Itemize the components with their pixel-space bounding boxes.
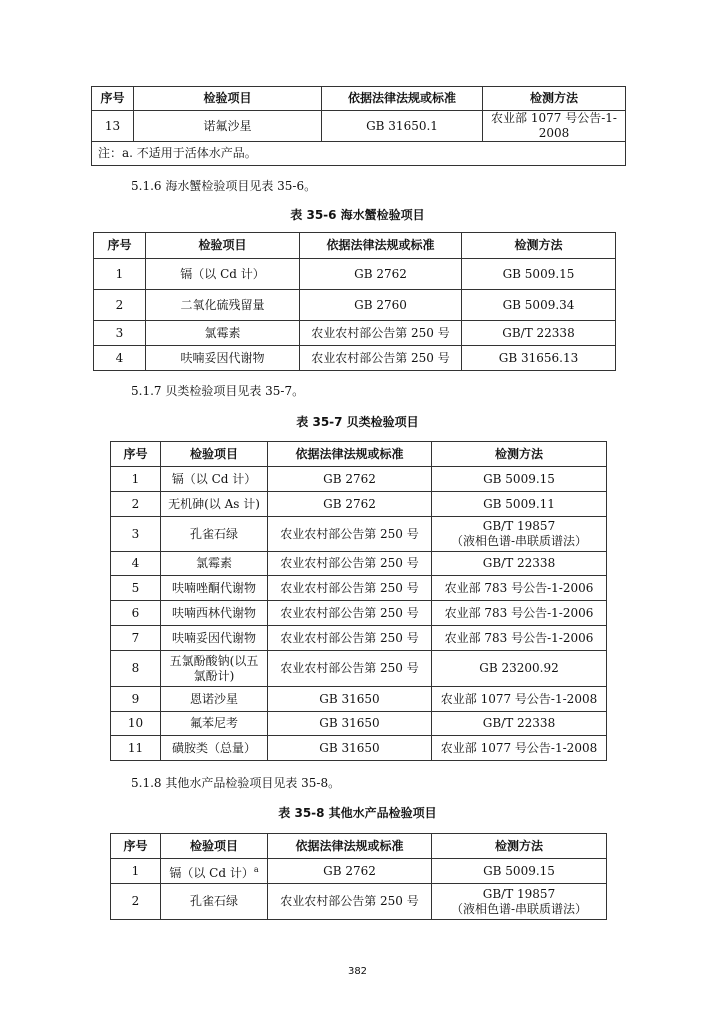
cell: 呋喃唑酮代谢物 [161, 576, 268, 601]
cell: 农业农村部公告第 250 号 [300, 321, 462, 346]
table-header-row [92, 87, 626, 111]
header-cell: 序号 [111, 834, 161, 859]
table-header-row [94, 233, 616, 259]
cell: GB/T 22338 [432, 712, 607, 736]
table-row [94, 290, 616, 321]
cell: GB 2762 [268, 492, 432, 517]
cell: 无机砷(以 As 计) [161, 492, 268, 517]
cell-line: （液相色谱-串联质谱法） [450, 901, 588, 916]
caption-table-35-6: 表 35-6 海水蟹检验项目 [290, 208, 425, 222]
cell: 2 [111, 884, 161, 920]
cell: 呋喃妥因代谢物 [161, 626, 268, 651]
header-cell: 检测方法 [483, 87, 626, 111]
cell: 农业部 783 号公告-1-2006 [432, 576, 607, 601]
table-row [94, 259, 616, 290]
cell: 农业部 1077 号公告-1-2008 [483, 111, 626, 142]
cell: 呋喃妥因代谢物 [146, 346, 300, 371]
header-cell: 序号 [111, 442, 161, 467]
cell: 2 [94, 290, 146, 321]
footnote-marker: a [253, 864, 259, 874]
header-cell: 依据法律法规或标准 [268, 834, 432, 859]
cell: GB 31650 [268, 712, 432, 736]
table-row [111, 712, 607, 736]
cell: 5 [111, 576, 161, 601]
cell: GB/T 22338 [462, 321, 616, 346]
cell: 农业农村部公告第 250 号 [268, 601, 432, 626]
cell: 孔雀石绿 [161, 517, 268, 552]
cell: 7 [111, 626, 161, 651]
cell-line: GB/T 19857 [482, 519, 556, 533]
header-cell: 检测方法 [462, 233, 616, 259]
page-number: 382 [347, 966, 368, 977]
cell: 农业农村部公告第 250 号 [268, 626, 432, 651]
cell: 农业部 1077 号公告-1-2008 [432, 736, 607, 761]
cell-line: （液相色谱-串联质谱法） [450, 534, 588, 548]
cell: 镉（以 Cd 计） [161, 467, 268, 492]
cell [161, 859, 268, 884]
cell: 农业农村部公告第 250 号 [268, 517, 432, 552]
cell: GB 2762 [300, 259, 462, 290]
table-note-row [92, 142, 626, 166]
cell [161, 651, 268, 687]
cell: 3 [111, 517, 161, 552]
cell: 氟苯尼考 [161, 712, 268, 736]
cell: GB 5009.11 [432, 492, 607, 517]
cell: GB 31650 [268, 687, 432, 712]
table-35-5-continuation [91, 86, 626, 166]
header-cell: 检验项目 [134, 87, 322, 111]
cell: 农业部 783 号公告-1-2006 [432, 601, 607, 626]
header-cell: 序号 [92, 87, 134, 111]
table-row [111, 467, 607, 492]
cell: 农业农村部公告第 250 号 [300, 346, 462, 371]
cell: 11 [111, 736, 161, 761]
cell: 二氧化硫残留量 [146, 290, 300, 321]
paragraph-5-1-8: 5.1.8 其他水产品检验项目见表 35-8。 [131, 776, 341, 790]
table-row [111, 687, 607, 712]
cell: GB 31656.13 [462, 346, 616, 371]
cell [432, 517, 607, 552]
cell-text: 镉（以 Cd 计） [169, 865, 254, 880]
table-row [111, 651, 607, 687]
table-row [111, 884, 607, 920]
cell [432, 884, 607, 920]
cell: 4 [111, 552, 161, 576]
table-row [111, 576, 607, 601]
table-row [111, 601, 607, 626]
cell-line: 五氯酚酸钠(以五 [169, 653, 259, 668]
header-cell: 检验项目 [161, 834, 268, 859]
header-cell: 检验项目 [146, 233, 300, 259]
cell: 2 [111, 492, 161, 517]
cell: 6 [111, 601, 161, 626]
cell: 1 [111, 859, 161, 884]
cell: GB/T 22338 [432, 552, 607, 576]
table-row [94, 321, 616, 346]
caption-table-35-7: 表 35-7 贝类检验项目 [296, 415, 419, 429]
cell: 1 [111, 467, 161, 492]
cell: 10 [111, 712, 161, 736]
cell: 1 [94, 259, 146, 290]
cell: GB 2760 [300, 290, 462, 321]
cell: GB 23200.92 [432, 651, 607, 687]
cell: 诺氟沙星 [134, 111, 322, 142]
table-row [111, 736, 607, 761]
cell: GB 2762 [268, 467, 432, 492]
cell: 农业农村部公告第 250 号 [268, 552, 432, 576]
header-cell: 检验项目 [161, 442, 268, 467]
table-row [94, 346, 616, 371]
table-35-6 [93, 232, 616, 371]
caption-table-35-8: 表 35-8 其他水产品检验项目 [278, 806, 437, 820]
cell: GB 5009.15 [432, 467, 607, 492]
cell: 13 [92, 111, 134, 142]
cell: GB 5009.15 [462, 259, 616, 290]
cell: 农业农村部公告第 250 号 [268, 884, 432, 920]
table-note: 注：a. 不适用于活体水产品。 [92, 142, 626, 166]
table-header-row [111, 442, 607, 467]
cell: 4 [94, 346, 146, 371]
cell: 农业农村部公告第 250 号 [268, 576, 432, 601]
table-35-7 [110, 441, 607, 761]
paragraph-5-1-7: 5.1.7 贝类检验项目见表 35-7。 [131, 384, 305, 398]
cell: 孔雀石绿 [161, 884, 268, 920]
table-header-row [111, 834, 607, 859]
table-row [92, 111, 626, 142]
table-row [111, 626, 607, 651]
table-35-8 [110, 833, 607, 920]
cell: 农业部 783 号公告-1-2006 [432, 626, 607, 651]
header-cell: 检测方法 [432, 442, 607, 467]
cell: 呋喃西林代谢物 [161, 601, 268, 626]
cell: GB 31650.1 [322, 111, 483, 142]
cell: 镉（以 Cd 计） [146, 259, 300, 290]
table-row [111, 859, 607, 884]
cell: 9 [111, 687, 161, 712]
cell: 3 [94, 321, 146, 346]
table-row [111, 517, 607, 552]
cell: 氯霉素 [146, 321, 300, 346]
header-cell: 序号 [94, 233, 146, 259]
header-cell: 依据法律法规或标准 [268, 442, 432, 467]
cell: GB 5009.34 [462, 290, 616, 321]
table-row [111, 552, 607, 576]
cell-line: 氯酚计) [193, 668, 235, 683]
cell-line: GB/T 19857 [482, 886, 556, 901]
header-cell: 依据法律法规或标准 [322, 87, 483, 111]
cell: 氯霉素 [161, 552, 268, 576]
cell: 农业农村部公告第 250 号 [268, 651, 432, 687]
paragraph-5-1-6: 5.1.6 海水蟹检验项目见表 35-6。 [131, 179, 317, 193]
cell: 磺胺类（总量） [161, 736, 268, 761]
cell: GB 2762 [268, 859, 432, 884]
cell: 农业部 1077 号公告-1-2008 [432, 687, 607, 712]
cell: GB 31650 [268, 736, 432, 761]
table-row [111, 492, 607, 517]
header-cell: 依据法律法规或标准 [300, 233, 462, 259]
cell: 恩诺沙星 [161, 687, 268, 712]
cell: GB 5009.15 [432, 859, 607, 884]
cell: 8 [111, 651, 161, 687]
header-cell: 检测方法 [432, 834, 607, 859]
